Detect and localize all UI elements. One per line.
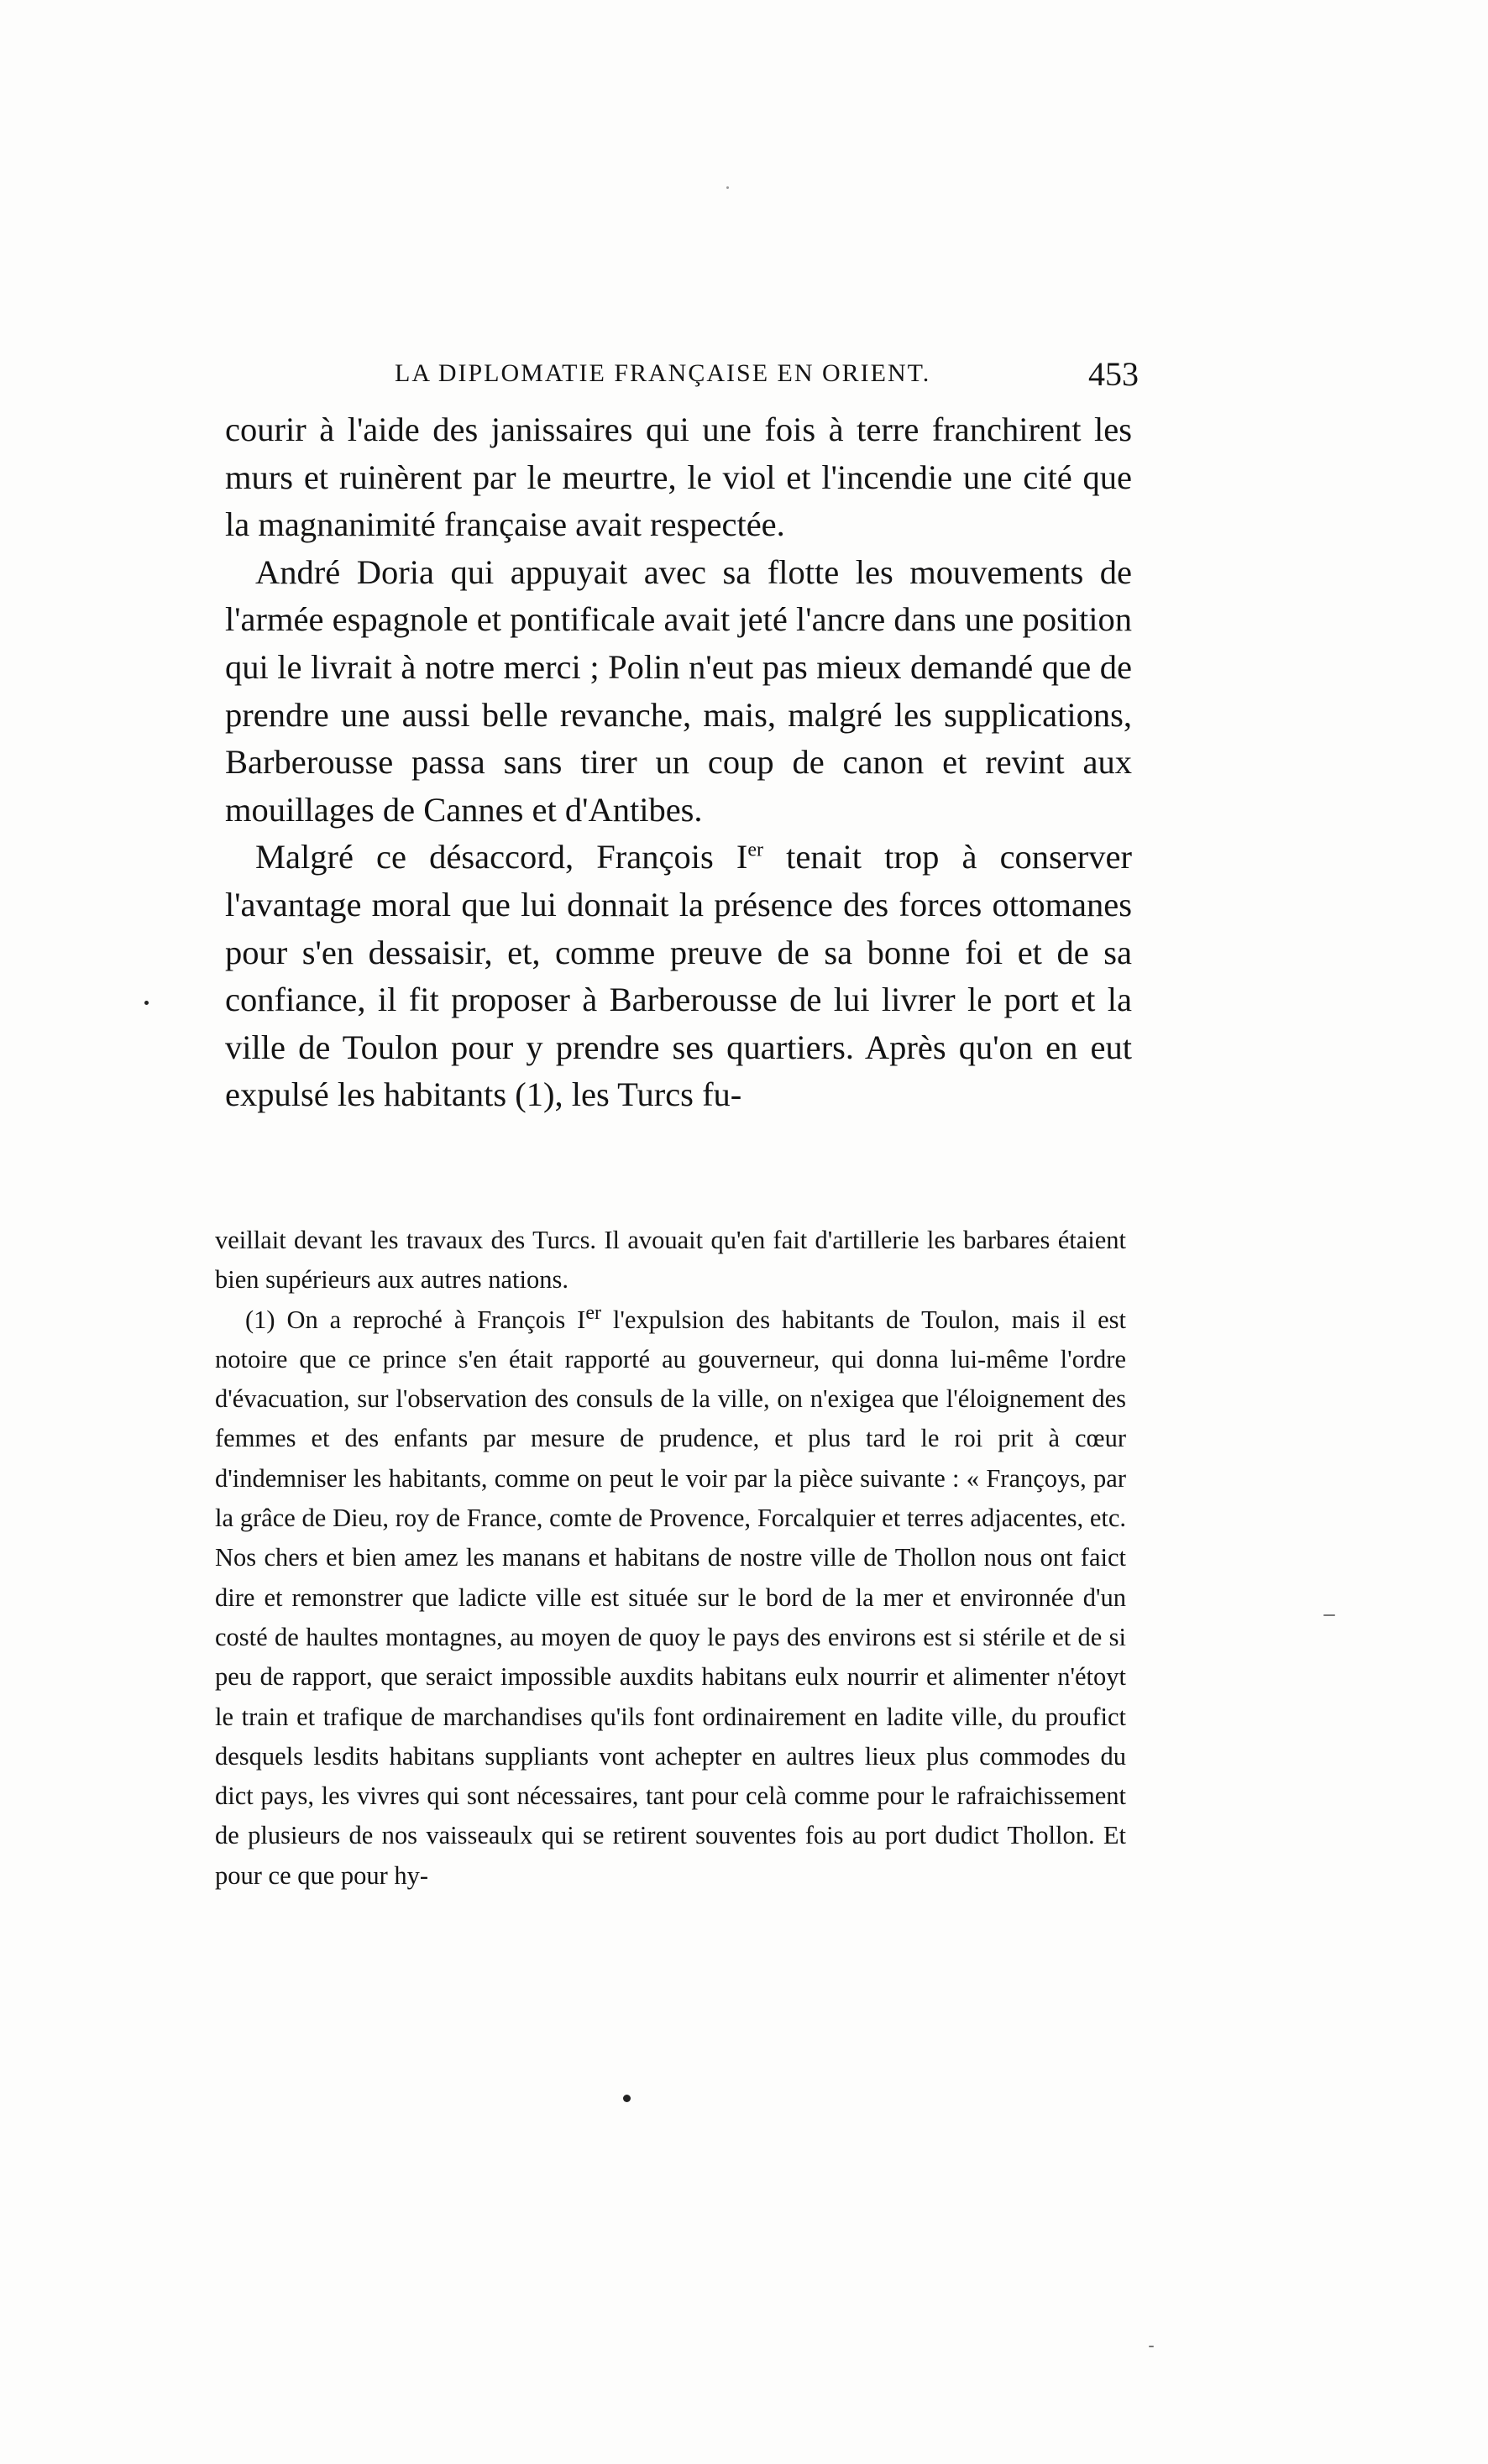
footnote-1-start: (1) On a reproché à François I (245, 1305, 586, 1334)
paragraph-3-start: Malgré ce désaccord, François I (255, 838, 748, 876)
footnote-superscript-er: er (585, 1301, 601, 1324)
paragraph-1: courir à l'aide des janissaires qui une fois à terre franchirent les murs et ruinèrent par le meurtre, le viol et l'incendie une cité que la magnanimité française avait respectée. (225, 411, 1132, 544)
scan-speck (623, 2095, 631, 2102)
page-number: 453 (1088, 355, 1139, 393)
superscript-er: er (747, 839, 763, 861)
scan-speck (1149, 2346, 1154, 2347)
paragraph-3 (225, 834, 1132, 1119)
footnote-1 (215, 1300, 1126, 1896)
scan-speck (144, 1001, 149, 1005)
footnote-continuation: veillait devant les travaux des Turcs. Il avouait qu'en fait d'artillerie les barbares étaient bien supérieurs aux autres nations. (215, 1226, 1126, 1295)
scan-speck (1323, 1614, 1335, 1616)
footnote-1-rest: l'expulsion des habitants de Toulon, mais il est notoire que ce prince s'en était rapporté au gouverneur, qui donna lui-même l'ordre d'évacuation, sur l'observation des consuls de la ville, on n'exigea que l'éloignement des femmes et des enfants par mesure de prudence, et plus tard le roi prit à cœur d'indemniser les habitants, comme on peut le voir par la pièce suivante : « Françoys, par la grâce de Dieu, roy de France, comte de Provence, Forcalquier et terres adjacentes, etc. Nos chers et bien amez les manans et habitans de nostre ville de Thollon nous ont faict dire et remonstrer que ladicte ville est située sur le bord de la mer et environnée d'un costé de haultes montagnes, au moyen de quoy le pays des environs est si stérile et de si peu de rapport, que seraict impossible auxdits habitans eulx nourrir et alimenter n'étoyt le train et trafique de marchandises qu'ils font ordinairement en ladite ville, du proufict desquels lesdits habitans suppliants vont achepter en aultres lieux plus commodes du dict pays, les vivres qui sont nécessaires, tant pour celà comme pour le rafraichissement de plusieurs de nos vaisseaulx qui se retirent souventes fois au port dudict Thollon. Et pour ce que pour hy- (215, 1305, 1126, 1890)
running-title: LA DIPLOMATIE FRANÇAISE EN ORIENT. (395, 359, 931, 387)
footnotes (215, 1221, 1126, 1896)
scan-speck (726, 186, 729, 189)
paragraph-3-rest: tenait trop à conserver l'avantage moral que lui donnait la présence des forces ottomanes pour s'en dessaisir, et, comme preuve de sa bonne foi et de sa confiance, il fit proposer à Barberousse de lui livrer le port et la ville de Toulon pour y prendre ses quartiers. Après qu'on en eut expulsé les habitants (1), les Turcs fu- (225, 838, 1132, 1114)
main-text (225, 406, 1132, 1119)
paragraph-2: André Doria qui appuyait avec sa flotte les mouvements de l'armée espagnole et pontificale avait jeté l'ancre dans une position qui le livrait à notre merci ; Polin n'eut pas mieux demandé que de prendre une aussi belle revanche, mais, malgré les supplications, Barberousse passa sans tirer un coup de canon et revint aux mouillages de Cannes et d'Antibes. (225, 552, 1132, 829)
page-header (395, 354, 1139, 396)
